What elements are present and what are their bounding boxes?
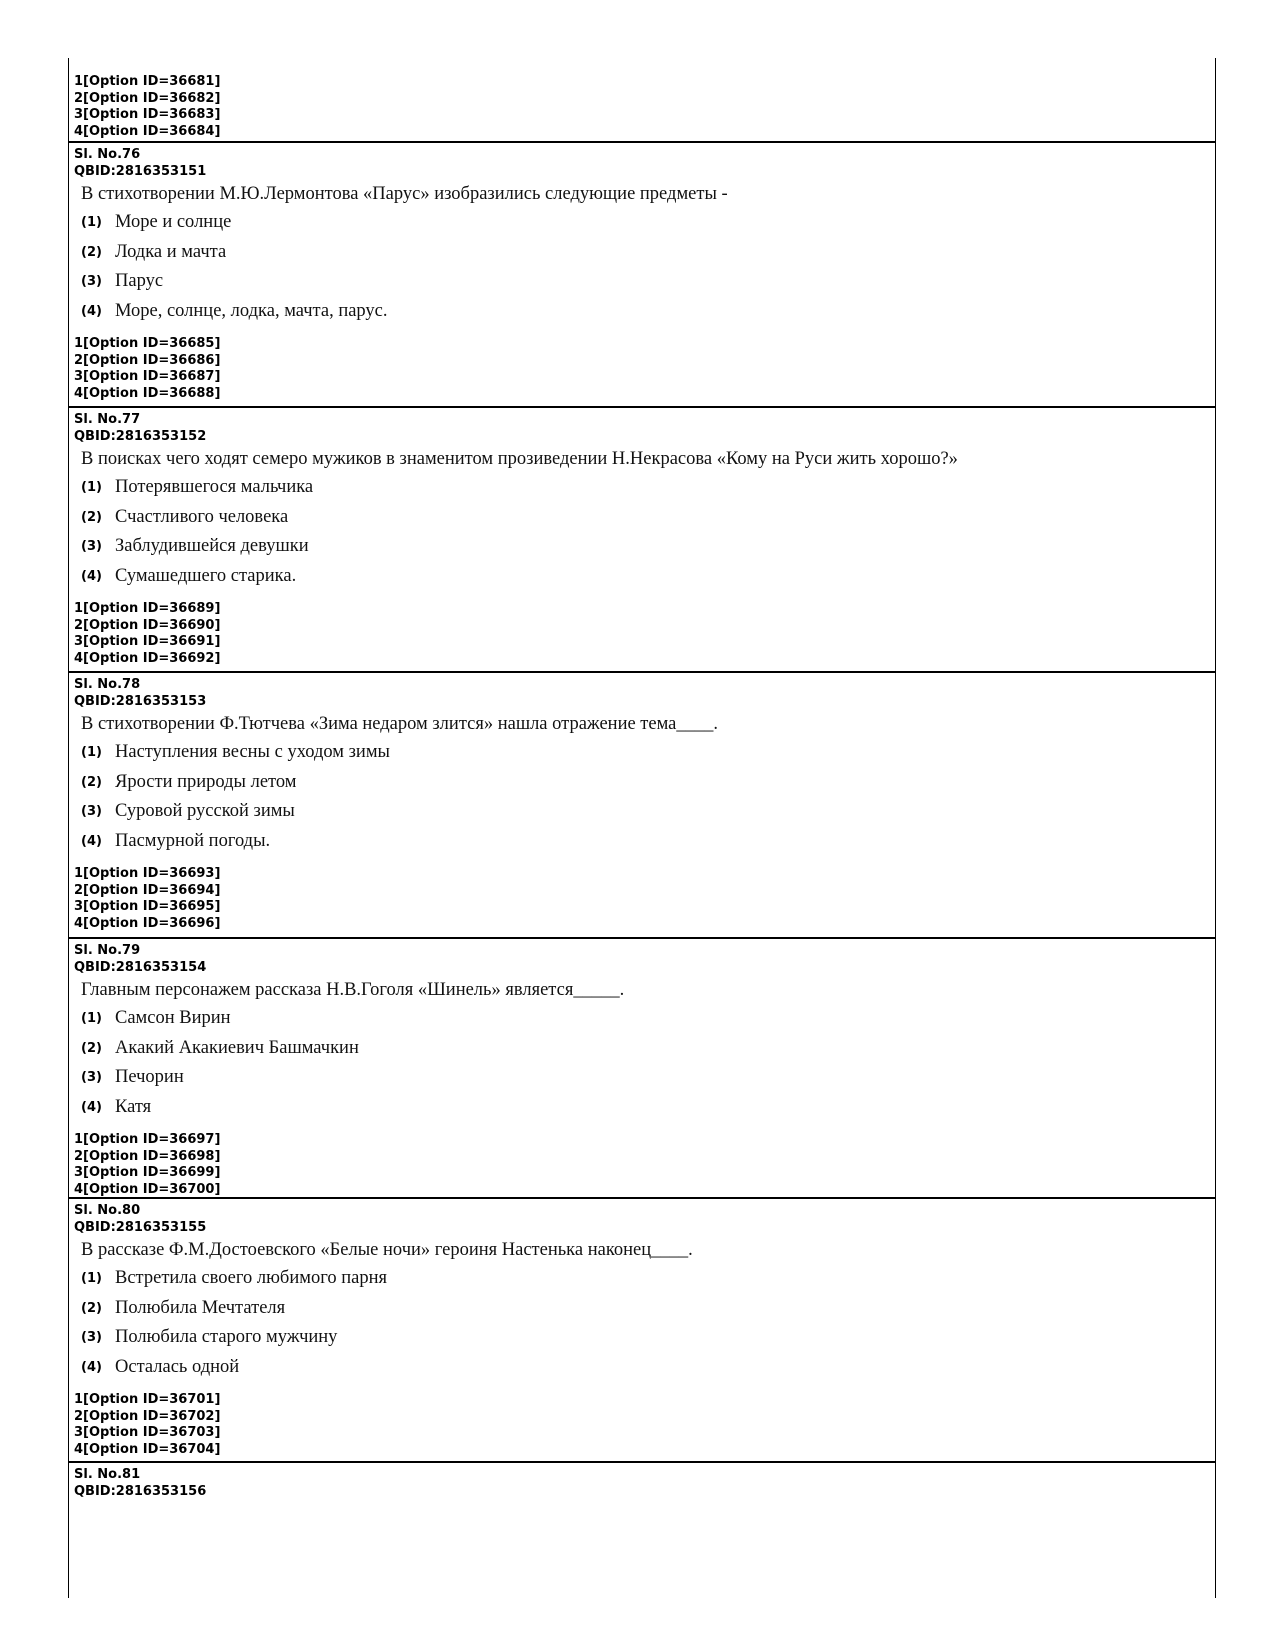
option-text: Море, солнце, лодка, мачта, парус. <box>115 300 388 321</box>
option-number: (2) <box>81 774 102 790</box>
option-id-list <box>69 856 1215 935</box>
option-text: Печорин <box>115 1067 184 1088</box>
option-4 <box>69 1353 1215 1383</box>
question-block-77 <box>69 408 1215 673</box>
prev-question-tail <box>69 58 1215 143</box>
option-2 <box>69 503 1215 533</box>
option-id-line: 3[Option ID=36687] <box>74 369 221 384</box>
serial-number: Sl. No.80 <box>74 1203 141 1218</box>
option-1 <box>69 1264 1215 1294</box>
option-id-line: 2[Option ID=36682] <box>74 90 221 106</box>
option-number: (3) <box>81 804 102 820</box>
option-id-line: 3[Option ID=36699] <box>74 1165 221 1180</box>
serial-number: Sl. No.81 <box>74 1467 141 1482</box>
option-text: Наступления весны с уходом зимы <box>115 742 390 763</box>
option-id-line: 1[Option ID=36689] <box>74 601 221 616</box>
question-block-78 <box>69 673 1215 939</box>
option-1 <box>69 1004 1215 1034</box>
option-number: (3) <box>81 274 102 290</box>
option-number: (3) <box>81 539 102 555</box>
option-text: Самсон Вирин <box>115 1008 231 1029</box>
question-sheet <box>68 58 1216 1598</box>
option-id-line: 3[Option ID=36683] <box>74 107 221 122</box>
option-number: (3) <box>81 1070 102 1086</box>
serial-number: Sl. No.77 <box>74 412 141 427</box>
option-number: (2) <box>81 509 102 525</box>
option-id-line: 2[Option ID=36694] <box>74 882 221 898</box>
question-block-81 <box>69 1463 1215 1563</box>
qbid: QBID:2816353151 <box>74 163 207 179</box>
option-id-list <box>69 591 1215 670</box>
option-number: (1) <box>81 215 102 231</box>
option-id-line: 1[Option ID=36701] <box>74 1392 221 1407</box>
question-block-80 <box>69 1199 1215 1463</box>
option-id-list <box>69 1122 1215 1201</box>
option-id-line: 2[Option ID=36690] <box>74 617 221 633</box>
option-4 <box>69 827 1215 857</box>
option-text: Осталась одной <box>115 1356 240 1377</box>
option-number: (1) <box>81 1011 102 1027</box>
option-number: (4) <box>81 1359 102 1375</box>
option-id-line: 2[Option ID=36702] <box>74 1408 221 1424</box>
option-id-line: 4[Option ID=36684] <box>74 123 221 139</box>
option-id-line: 3[Option ID=36691] <box>74 634 221 649</box>
question-block-79 <box>69 939 1215 1199</box>
option-id-line: 1[Option ID=36681] <box>74 74 221 89</box>
option-text: Заблудившейся девушки <box>115 536 309 557</box>
option-id-line: 2[Option ID=36698] <box>74 1148 221 1164</box>
option-text: Лодка и мачта <box>115 241 227 262</box>
option-1 <box>69 473 1215 503</box>
question-text: В стихотворении М.Ю.Лермонтова «Парус» изобразились следующие предметы - <box>81 184 728 204</box>
option-1 <box>69 738 1215 768</box>
option-text: Ярости природы летом <box>115 771 297 792</box>
option-number: (2) <box>81 1300 102 1316</box>
option-text: Море и солнце <box>115 212 232 233</box>
option-text: Встретила своего любимого парня <box>115 1268 387 1289</box>
option-id-line: 4[Option ID=36692] <box>74 650 221 666</box>
option-number: (1) <box>81 480 102 496</box>
option-number: (4) <box>81 568 102 584</box>
option-1 <box>69 208 1215 238</box>
option-id-line: 4[Option ID=36688] <box>74 385 221 401</box>
option-2 <box>69 768 1215 798</box>
option-4 <box>69 1093 1215 1123</box>
option-number: (2) <box>81 1040 102 1056</box>
option-number: (1) <box>81 745 102 761</box>
option-text: Катя <box>115 1096 152 1117</box>
qbid: QBID:2816353152 <box>74 428 207 444</box>
option-2 <box>69 1294 1215 1324</box>
option-id-line: 3[Option ID=36695] <box>74 899 221 914</box>
option-id-line: 1[Option ID=36685] <box>74 336 221 351</box>
option-text: Парус <box>115 271 164 292</box>
option-id-line: 3[Option ID=36703] <box>74 1425 221 1440</box>
option-id-line: 4[Option ID=36704] <box>74 1441 221 1457</box>
option-id-line: 4[Option ID=36700] <box>74 1181 221 1197</box>
option-id-line: 4[Option ID=36696] <box>74 915 221 931</box>
option-4 <box>69 297 1215 327</box>
option-2 <box>69 1034 1215 1064</box>
qbid: QBID:2816353155 <box>74 1219 207 1235</box>
option-3 <box>69 532 1215 562</box>
option-text: Счастливого человека <box>115 506 289 527</box>
qbid: QBID:2816353154 <box>74 959 207 975</box>
option-3 <box>69 267 1215 297</box>
question-text: В поисках чего ходят семеро мужиков в знаменитом прозиведении Н.Некрасова «Кому на Руси жить хорошо?» <box>81 449 958 469</box>
option-id-line: 1[Option ID=36693] <box>74 866 221 881</box>
option-3 <box>69 797 1215 827</box>
qbid: QBID:2816353156 <box>74 1483 207 1499</box>
question-text: В рассказе Ф.М.Достоевского «Белые ночи» героиня Настенька наконец____. <box>81 1240 693 1260</box>
option-2 <box>69 238 1215 268</box>
option-number: (2) <box>81 244 102 260</box>
option-text: Полюбила Мечтателя <box>115 1297 286 1318</box>
option-id-line: 1[Option ID=36697] <box>74 1132 221 1147</box>
option-3 <box>69 1323 1215 1353</box>
option-number: (4) <box>81 303 102 319</box>
qbid: QBID:2816353153 <box>74 693 207 709</box>
serial-number: Sl. No.76 <box>74 147 141 162</box>
option-text: Сумашедшего старика. <box>115 565 297 586</box>
option-4 <box>69 562 1215 592</box>
question-block-76 <box>69 143 1215 408</box>
option-text: Акакий Акакиевич Башмачкин <box>115 1037 359 1058</box>
option-number: (4) <box>81 833 102 849</box>
option-text: Полюбила старого мужчину <box>115 1327 338 1348</box>
option-id-list <box>69 326 1215 405</box>
option-text: Пасмурной погоды. <box>115 830 271 851</box>
option-number: (3) <box>81 1330 102 1346</box>
option-number: (1) <box>81 1271 102 1287</box>
option-id-list <box>69 1382 1215 1461</box>
question-text: В стихотворении Ф.Тютчева «Зима недаром злится» нашла отражение тема____. <box>81 714 719 734</box>
option-number: (4) <box>81 1099 102 1115</box>
option-id-line: 2[Option ID=36686] <box>74 352 221 368</box>
serial-number: Sl. No.78 <box>74 677 141 692</box>
serial-number: Sl. No.79 <box>74 943 141 958</box>
option-3 <box>69 1063 1215 1093</box>
option-text: Суровой русской зимы <box>115 801 295 822</box>
question-text: Главным персонажем рассказа Н.В.Гоголя «Шинель» является_____. <box>81 980 625 1000</box>
option-text: Потерявшегося мальчика <box>115 477 314 498</box>
